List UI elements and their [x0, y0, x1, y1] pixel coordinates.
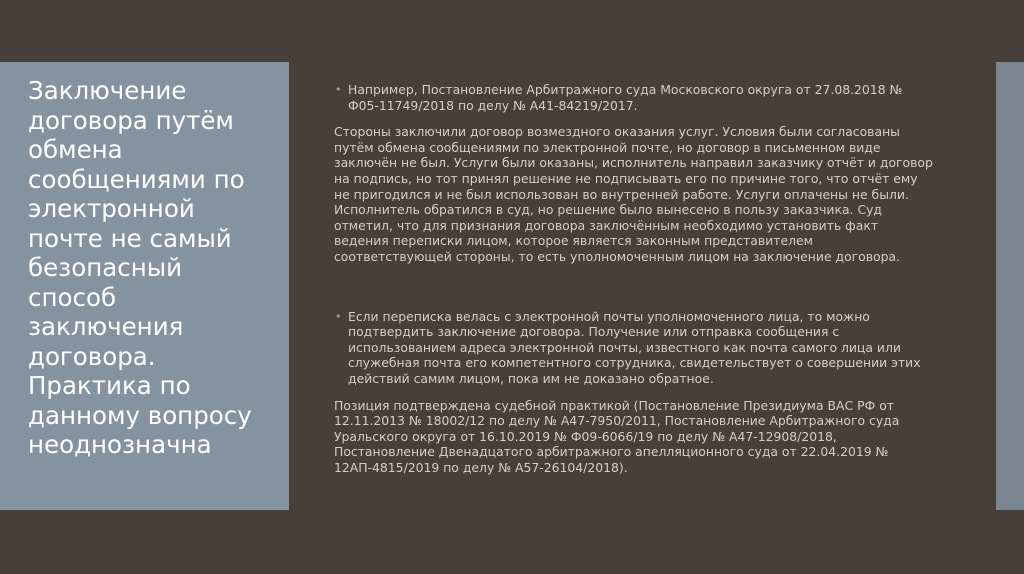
bullet-item-authorized-email — [334, 309, 934, 387]
bullet-item-example — [334, 82, 934, 113]
slide-title: Заключение договора путём обмена сообщениями по электронной почте не самый безопасный способ заключения договора. Практика по данному вопросу неоднозначна — [28, 76, 252, 459]
paragraph-example-citation: Например, Постановление Арбитражного суда Московского округа от 27.08.2018 № Ф05-11749/2018 по делу № А41-84219/2017. — [348, 82, 903, 113]
bullet-icon: • — [335, 83, 342, 96]
paragraph-case-description: Стороны заключили договор возмездного оказания услуг. Условия были согласованы путём обмена сообщениями по электронной почте, но договор в письменном виде заключён не был. Услуги были оказаны, исполнитель направил заказчику отчёт и договор на подпись, но тот принял решение не подписывать его по причине того, что отчёт ему не пригодился и не был использован во внутренней работе. Услуги оплачены не были. Исполнитель обратился в суд, но решение было вынесено в пользу заказчика. Суд отметил, что для признания договора заключённым необходимо установить факт ведения переписки лицом, которое является законным представителем соответствующей стороны, то есть уполномоченным лицом на заключение договора. — [334, 124, 933, 264]
slide-content — [334, 82, 934, 475]
bullet-icon: • — [335, 309, 342, 323]
paragraph-authorized-email: Если переписка велась с электронной почты уполномоченного лица, то можно подтвердить заключение договора. Получение или отправка сообщения с использованием адреса электронной почты, известного как почта самого лица или служебная почта его компетентного сотрудника, свидетельствует о совершении этих действий самим лицом, пока им не доказано обратное. — [348, 308, 921, 386]
title-panel — [0, 62, 289, 510]
right-accent-strip — [996, 62, 1024, 510]
paragraph-court-practice: Позиция подтверждена судебной практикой (Постановление Президиума ВАС РФ от 12.11.2013 № 18002/12 по делу № А47-7950/2011, Постановление Арбитражного суда Уральского округа от 16.10.2019 № Ф09-6066/19 по делу № А47-12908/2018, Постановление Двенадцатого арбитражного апелляционного суда от 22.04.2019 № 12АП-4815/2019 по делу № А57-26104/2018). — [334, 397, 900, 475]
